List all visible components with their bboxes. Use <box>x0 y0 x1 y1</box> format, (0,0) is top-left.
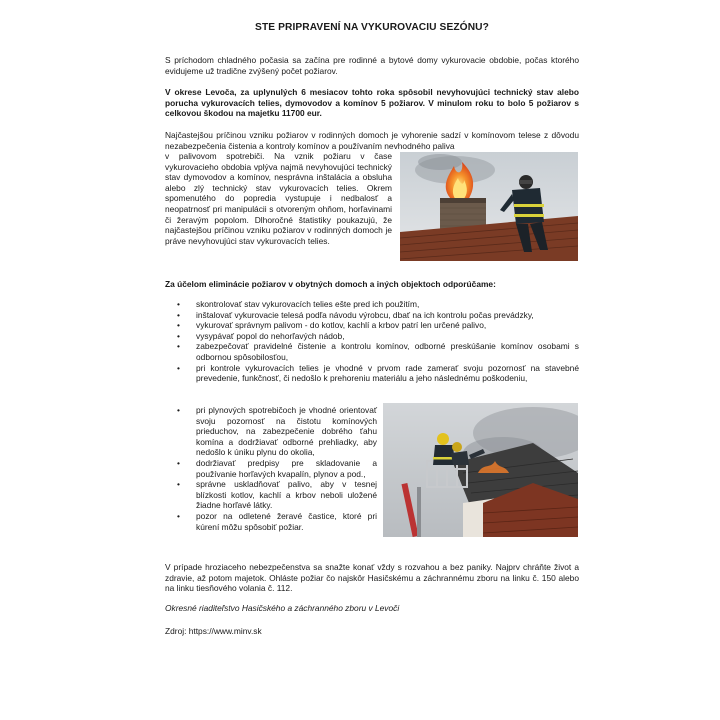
list-item: • pri plynových spotrebičoch je vhodné orientovať svoju pozornosť na čistotu komínových prieduchov, na zabezpečenie dobrého ťahu komína a dodržiavať odborné prehliadky, aby nedošlo k úniku plynu do okolia, <box>177 405 377 458</box>
statistics-paragraph: V okrese Levoča, za uplynulých 6 mesiacov tohto roka spôsobil nevyhovujúci technický stav alebo porucha vykurovacích telies, dymovodov a komínov 5 požiarov. V minulom roku to bolo 5 požiarov s celkovou škodou na majetku 11700 eur. <box>165 87 579 119</box>
bullet-glyph: • <box>177 330 180 341</box>
bullet-glyph: • <box>177 309 180 320</box>
bullet-glyph: • <box>177 510 180 521</box>
bullet-glyph: • <box>177 341 180 352</box>
list-item: • správne uskladňovať palivo, aby v tesnej blízkosti kotlov, kachlí a krbov neboli uložené žiadne horľavé látky. <box>177 479 377 511</box>
recommendations-heading: Za účelom eliminácie požiarov v obytných domoch a iných objektoch odporúčame: <box>165 279 496 289</box>
list-item: • zabezpečovať pravidelné čistenie a kontrolu komínov, odborné preskúšanie komínov osobami s odbornou spôsobilosťou, <box>177 341 579 362</box>
intro-paragraph: S príchodom chladného počasia sa začína pre rodinné a bytové domy vykurovacie obdobie, počas ktorého evidujeme už tradične zvýšený počet požiarov. <box>165 55 579 76</box>
bullet-glyph: • <box>177 320 180 331</box>
list-item: • vykurovať správnym palivom - do kotlov, kachlí a krbov patrí len určené palivo, <box>177 320 487 331</box>
causes-paragraph-wrap: v palivovom spotrebiči. Na vznik požiaru v čase vykurovacieho obdobia vplýva najmä nevyhovujúci technický stav dymovodov a komínov, nesprávna inštalácia a obsluha alebo zlý technický stav vykurovacích telies. Okrem spomenutého do popredia vystupuje i nedbalosť a neopatrnosť pri manipulácii s otvoreným ohňom, horľavinami či žeravým popolom. Dlhoročné štatistiky poukazujú, že najčastejšou príčinou vzniku požiarov v rodinných domoch je práve nevyhovujúci stav vykurovacích telies. <box>165 151 392 246</box>
list-item: • skontrolovať stav vykurovacích telies ešte pred ich použitím, <box>177 299 420 309</box>
chimney-fire-illustration <box>400 152 578 261</box>
list-item: • pri kontrole vykurovacích telies je vhodné v prvom rade zamerať svoju pozornosť na stavebné prevedenie, funkčnosť, či nedošlo k prehoreniu materiálu a jeho následnému poškodeniu, <box>177 362 579 384</box>
bullet-glyph: • <box>177 457 180 468</box>
source-line: Zdroj: https://www.minv.sk <box>165 626 262 636</box>
list-item: • pozor na odletené žeravé častice, ktoré pri kúrení môžu spôsobiť požiar. <box>177 510 377 532</box>
bullet-glyph: • <box>177 479 180 490</box>
chimney-fire-photo <box>400 152 578 261</box>
causes-paragraph-lead: Najčastejšou príčinou vzniku požiarov v rodinných domoch je vyhorenie sadzí v komínovom telese z dôvodu nezabezpečenia čistenia a kontroly komínov a používaním nevhodného paliva <box>165 130 579 151</box>
recommendations-list-wide <box>165 299 579 384</box>
bullet-glyph: • <box>177 299 180 309</box>
bullet-glyph: • <box>177 405 180 415</box>
list-item: • inštalovať vykurovacie telesá podľa návodu výrobcu, dbať na ich kontrolu počas prevádzky, <box>177 309 534 320</box>
aerial-ladder-photo <box>383 403 578 537</box>
list-item: • dodržiavať predpisy pre skladovanie a používanie horľavých kvapalín, plynov a pod., <box>177 457 377 479</box>
list-item: • vysypávať popol do nehorľavých nádob, <box>177 330 345 341</box>
closing-paragraph: V prípade hroziaceho nebezpečenstva sa snažte konať vždy s rozvahou a bez paniky. Najprv chráňte život a zdravie, až potom majetok. Ohláste požiar čo najskôr Hasičskému a záchrannému zboru na linku č. 150 alebo na linku tiesňového volania č. 112. <box>165 562 579 594</box>
document-title: STE PRIPRAVENÍ NA VYKUROVACIU SEZÓNU? <box>255 22 489 33</box>
bullet-glyph: • <box>177 362 180 373</box>
recommendations-list-narrow <box>165 405 377 532</box>
aerial-ladder-illustration <box>383 403 578 537</box>
signature-line: Okresné riaditeľstvo Hasičského a záchranného zboru v Levoči <box>165 603 400 613</box>
